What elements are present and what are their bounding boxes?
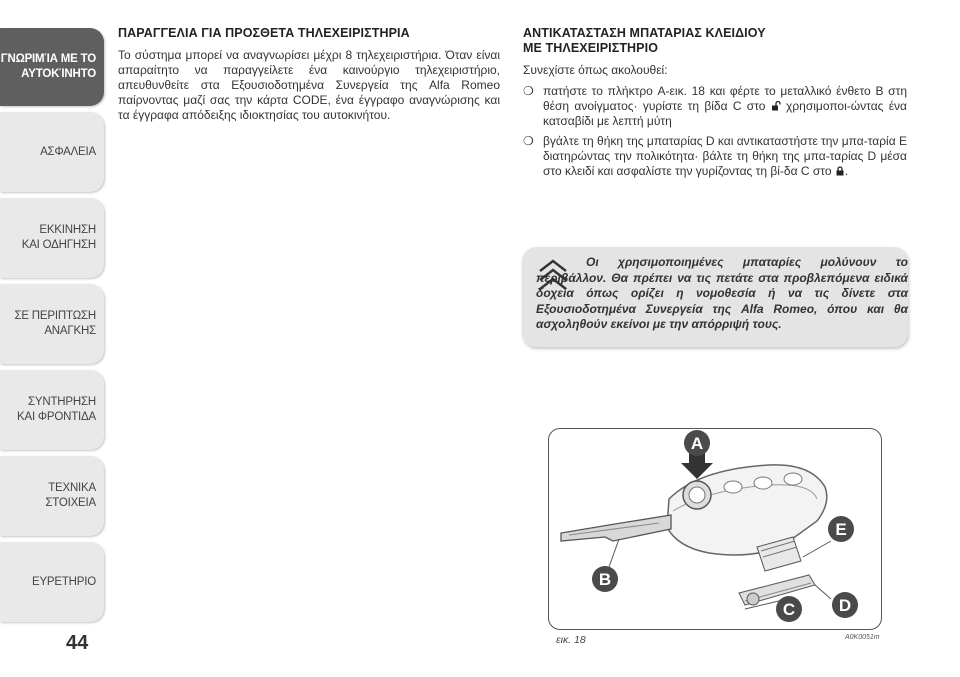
right-section: [523, 26, 907, 184]
callout-e: [828, 516, 854, 542]
list-item: [523, 134, 907, 179]
section-title-extra-remotes: ΠΑΡΑΓΓΕΛΙΑ ΓΙΑ ΠΡΟΣΘΕΤΑ ΤΗΛΕΧΕΙΡΙΣΤΗΡΙΑ: [118, 26, 410, 40]
bullet-circle-icon: ❍: [523, 134, 534, 148]
tab-starting-driving[interactable]: ΕΚΚΙΝΗΣΗ ΚΑΙ ΟΔΗΓΗΣΗ: [0, 198, 104, 278]
page-number: 44: [66, 632, 89, 654]
title-line-2: ΜΕ ΤΗΛΕΧΕΙΡΙΣΤΗΡΙΟ: [523, 41, 659, 55]
tab-emergency[interactable]: ΣΕ ΠΕΡΙΠΤΩΣΗ ΑΝΑΓΚΗΣ: [0, 284, 104, 364]
callout-c: [776, 596, 802, 622]
svg-text:A: A: [690, 434, 704, 453]
intro-text: Συνεχίστε όπως ακολουθεί:: [523, 63, 668, 77]
lock-icon: [835, 166, 845, 176]
tab-technical-data[interactable]: ΤΕΧΝΙΚΑ ΣΤΟΙΧΕΙΑ: [0, 456, 104, 536]
section-title-battery-replacement: [523, 26, 907, 56]
svg-text:B: B: [598, 570, 612, 589]
svg-text:C: C: [782, 600, 796, 619]
svg-text:E: E: [835, 520, 847, 539]
callout-a: [684, 430, 710, 456]
tab-safety[interactable]: ΑΣΦΑΛΕΙΑ: [0, 112, 104, 192]
svg-text:D: D: [838, 596, 852, 615]
paragraph-extra-remotes: Το σύστημα μπορεί να αναγνωρίσει μέχρι 8 τηλεχειριστήρια. Όταν είναι απαραίτητο να παραγγείλετε ένα καινούργιο τηλεχειριστήριο, απευθυνθείτε στα Εξουσιοδοτημένα Συνεργεία της Alfa Romeo παίρνοντας μαζί σας την κάρτα CODE, ένα έγγραφο αναγνώρισης και τα έγγραφα απόδειξης ιδιοκτησίας του αυτοκινήτου.: [118, 48, 500, 122]
step-1-text-a: πατήστε το πλήκτρο A-εικ. 18 και φέρτε το μεταλλικό ένθετο B στη θέση ανοίγματος· γυρίστε τη βίδα C στο: [543, 84, 907, 113]
bullet-circle-icon: ❍: [523, 84, 534, 98]
step-2-text-b: .: [844, 164, 849, 178]
warning-text: Οι χρησιμοποιημένες μπαταρίες μολύνουν το περιβάλλον. Θα πρέπει να τις πετάτε στα προβλεπόμενα ειδικά δοχεία όπως ορίζει η νομοθεσία ή να τις δίνετε στα Εξουσιοδοτημένα Συνεργεία της Alfa Romeo, όπου και θα ασχοληθούν εκείνοι με την απόρριψή τους.: [536, 255, 908, 331]
tab-getting-to-know[interactable]: ΓΝΩΡΙΜΊΑ ΜΕ ΤΟ ΑΥΤΟΚΊΝΗΤΟ: [0, 28, 104, 106]
chapter-tabs: [0, 28, 104, 628]
tab-maintenance[interactable]: ΣΥΝΤΗΡΗΣΗ ΚΑΙ ΦΡΟΝΤΙΔΑ: [0, 370, 104, 450]
callout-b: [592, 566, 618, 592]
list-item: [523, 84, 907, 129]
figure-caption: εικ. 18: [556, 634, 586, 646]
callout-d: [832, 592, 858, 618]
figure-code: A0K0051m: [845, 634, 880, 641]
key-battery-figure: [548, 428, 882, 630]
key-illustration: [549, 429, 881, 629]
title-line-1: ΑΝΤΙΚΑΤΑΣΤΑΣΗ ΜΠΑΤΑΡΙΑΣ ΚΛΕΙΔΙΟΥ: [523, 26, 766, 40]
step-2-text-a: βγάλτε τη θήκη της μπαταρίας D και αντικαταστήστε την μπα-ταρία E διατηρώντας την πολικότητα· βάλτε τη θήκη της μπα-ταρίας D μέσα στο κλειδί και ασφαλίστε την γυρίζοντας τη βί-δα C στο: [543, 134, 907, 178]
left-section: [118, 26, 500, 129]
step-1-text-b: χρησιμοποι-ώντας ένα κατσαβίδι με λεπτή μύτη: [543, 99, 907, 128]
tab-index[interactable]: ΕΥΡΕΤΗΡΙΟ: [0, 542, 104, 622]
unlock-icon: [771, 101, 781, 111]
environment-warning-box: [522, 247, 908, 347]
